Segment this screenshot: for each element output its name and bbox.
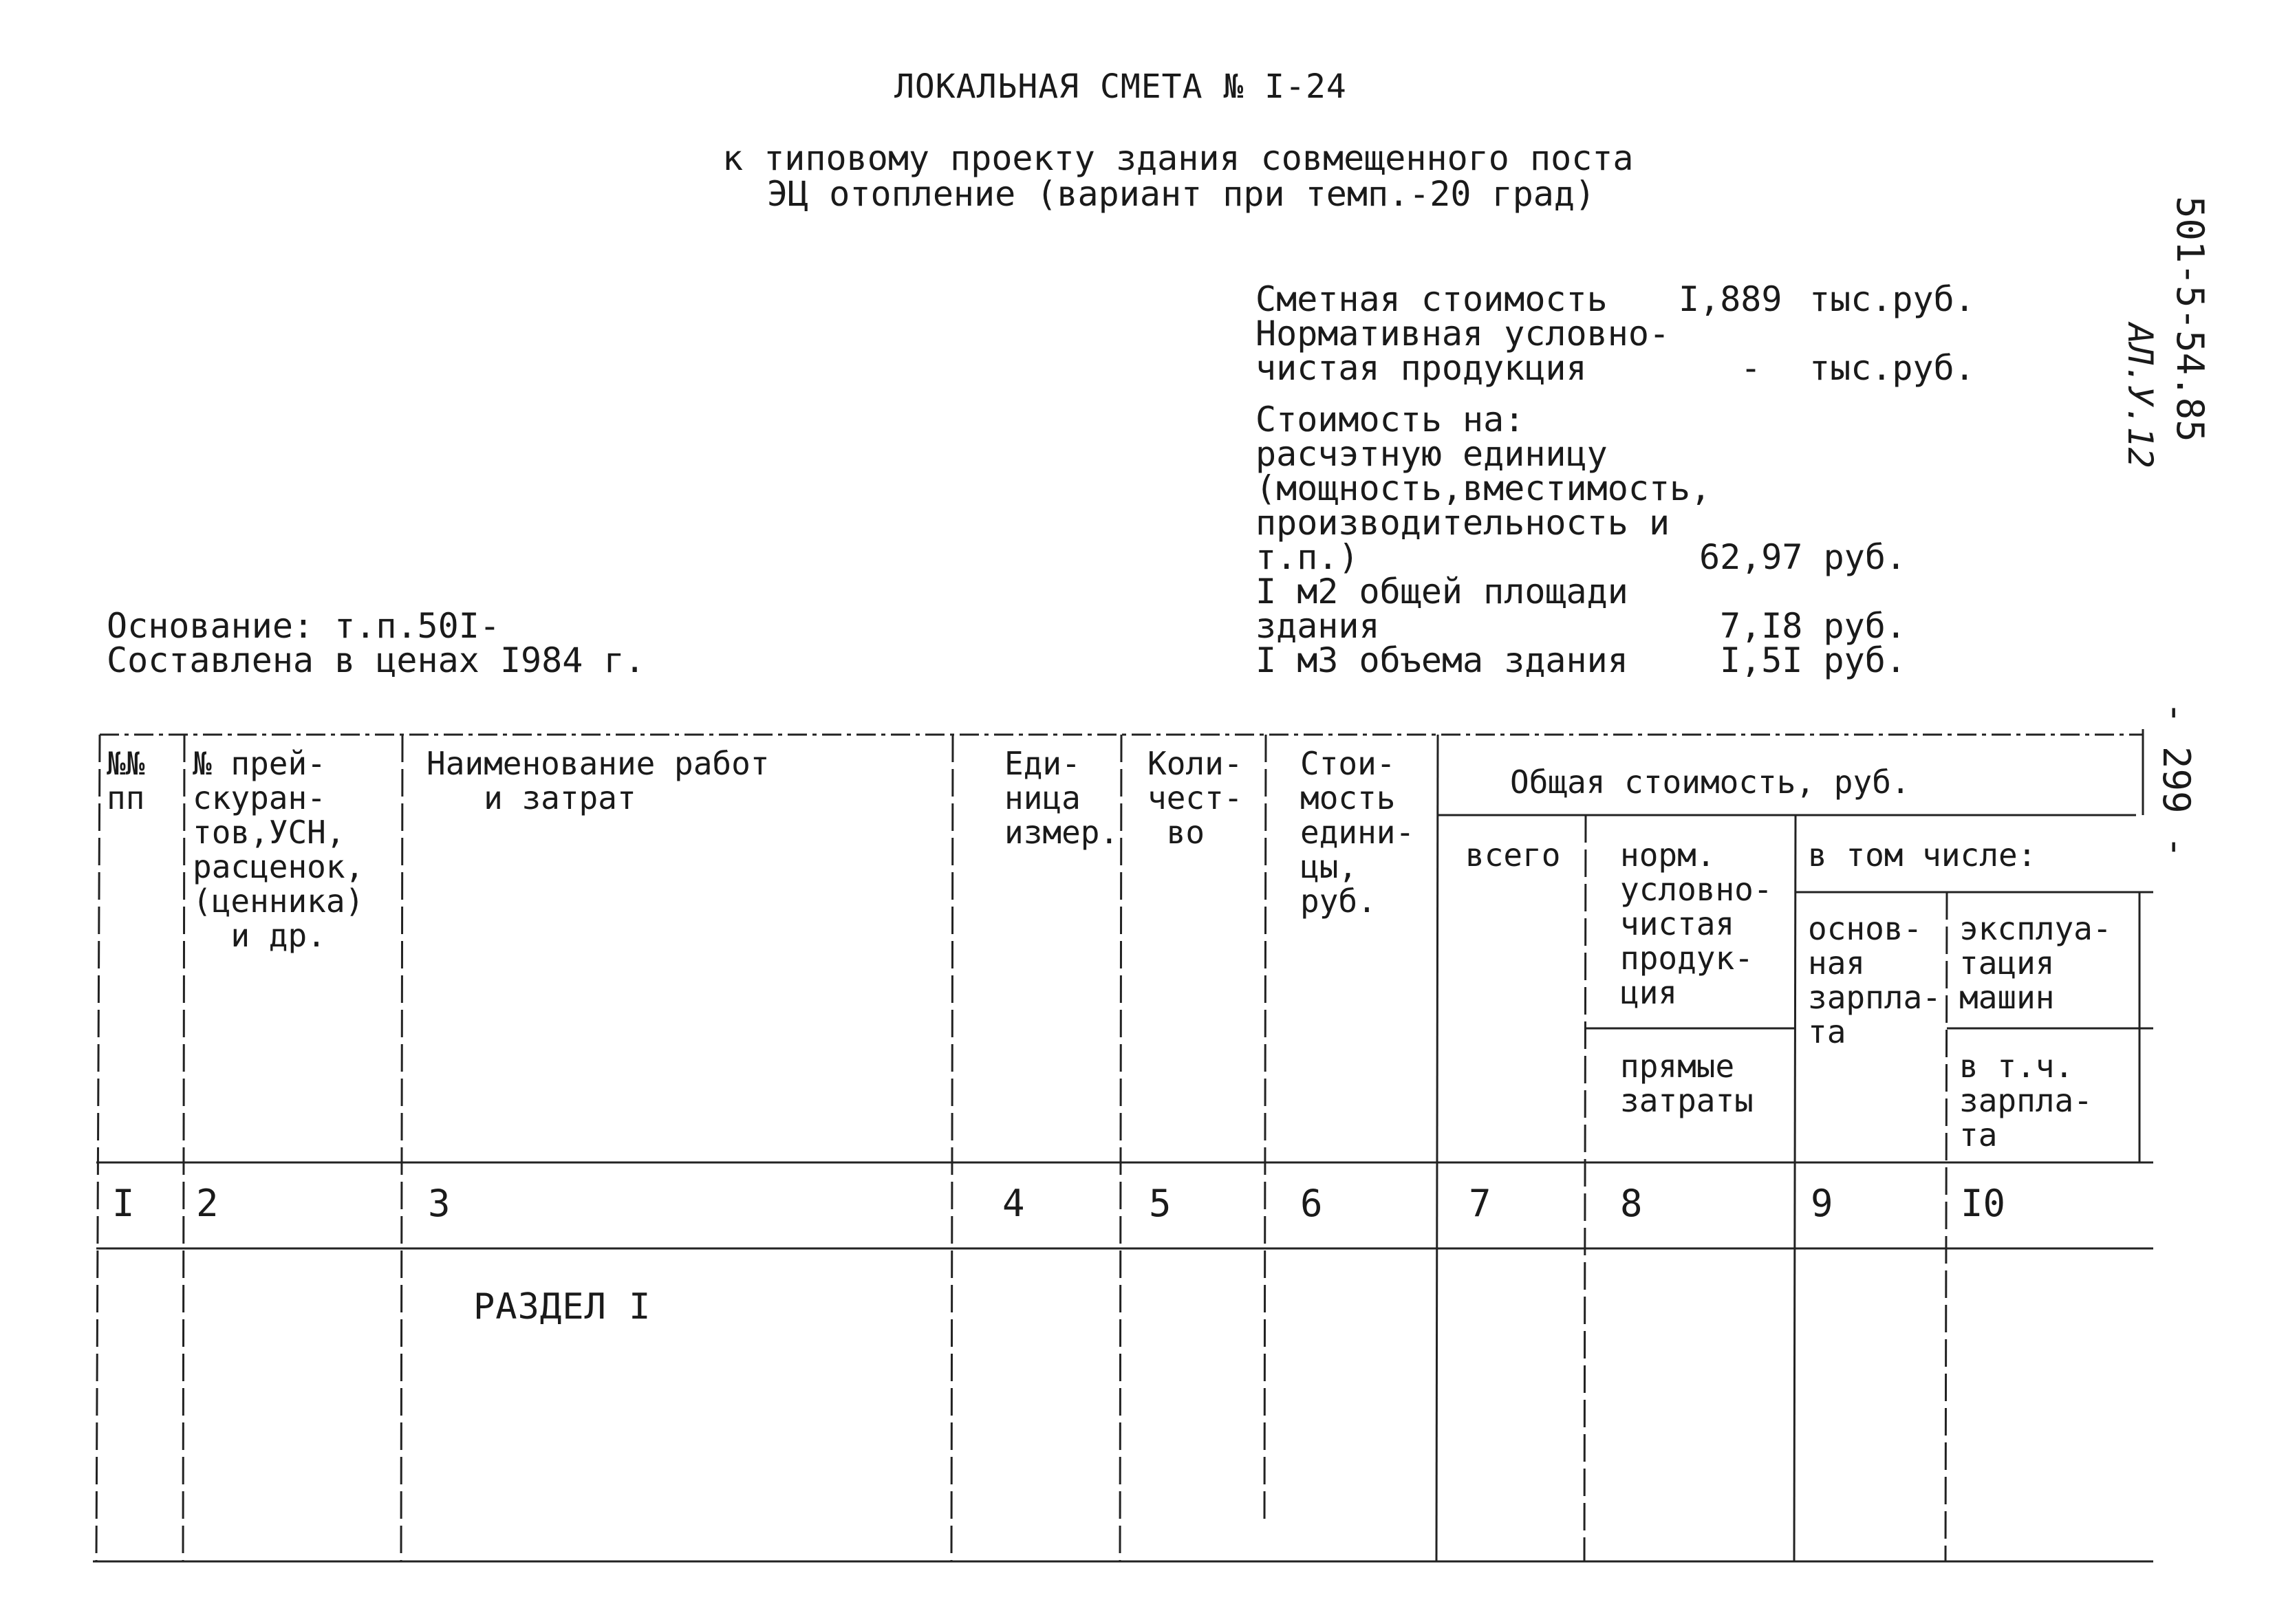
header-unit-cost: Стои- мость едини- цы, руб. [1300,745,1415,920]
basis-line1: Основание: т.п.50I- [107,606,500,646]
per-m3-value: I,5I руб. [1720,640,1906,680]
album-note: АЛ.У.12 [2120,323,2160,468]
page-number-note: - 299 - [2155,702,2198,858]
header-unit: Еди- ница измер. [1004,745,1119,851]
per-m2-line2: здания [1255,606,1380,646]
header-work-name: Наименование работ и затрат [427,745,770,816]
per-unit-line4: т.п.) [1255,537,1359,577]
per-unit-line1: расчэтную единицу [1255,434,1608,474]
document-subtitle-line1: к типовому проекту здания совмещенного поста [722,138,1634,178]
normative-label-1: Нормативная условно- [1255,314,1670,354]
document-title: ЛОКАЛЬНАЯ СМЕТА № I-24 [894,67,1347,106]
normative-label-2: чистая продукция [1255,348,1587,388]
estimated-cost-value: I,889 [1679,279,1782,319]
col-num-5: 5 [1149,1182,1172,1225]
header-including-group: в том числе: [1808,836,2037,874]
header-row-number: №№ пп [107,745,145,816]
per-m2-line1: I м2 общей площади [1255,572,1628,611]
header-machine-salary: в т.ч. зарпла- та [1959,1048,2093,1154]
header-quantity: Коли- чест- во [1147,745,1243,851]
header-price-list: № прей- скуран- тов,УСН, расценок, (ценника) и др. [193,745,365,954]
col-num-4: 4 [1002,1182,1025,1225]
cost-per-label: Стоимость на: [1255,400,1525,440]
col-num-10: I0 [1961,1182,2006,1225]
per-m2-value: 7,I8 руб. [1720,606,1906,646]
per-m3-label: I м3 объема здания [1255,640,1628,680]
col-num-8: 8 [1620,1182,1643,1225]
normative-value: - [1740,348,1762,388]
document-subtitle-line2: ЭЦ отопление (вариант при темп.-20 град) [767,174,1596,214]
col-num-7: 7 [1469,1182,1491,1225]
normative-unit: тыс.руб. [1809,348,1975,388]
basis-line2: Составлена в ценах I984 г. [107,640,645,680]
per-unit-line2: (мощность,вместимость, [1255,468,1712,508]
header-normative-product: норм. условно- чистая продук- ция [1620,836,1773,1011]
header-base-salary: основ- ная зарпла- та [1808,910,1941,1050]
col-num-9: 9 [1811,1182,1833,1225]
header-machine-operation: эксплуа- тация машин [1959,910,2112,1016]
col-num-3: 3 [428,1182,451,1225]
estimated-cost-unit: тыс.руб. [1809,279,1975,319]
col-num-1: I [112,1182,135,1225]
per-unit-line3: производительность и [1255,503,1670,543]
header-direct-costs: прямые затраты [1620,1048,1754,1119]
per-unit-value: 62,97 руб. [1699,537,1907,577]
estimated-cost-label: Сметная стоимость [1255,279,1608,319]
section-title: РАЗДЕЛ I [473,1286,651,1328]
header-total-cost-group: Общая стоимость, руб. [1510,764,1910,801]
col-num-6: 6 [1300,1182,1323,1225]
header-total: всего [1465,836,1561,874]
project-code-note: 501-5-54.85 [2168,196,2212,442]
col-num-2: 2 [196,1182,219,1225]
